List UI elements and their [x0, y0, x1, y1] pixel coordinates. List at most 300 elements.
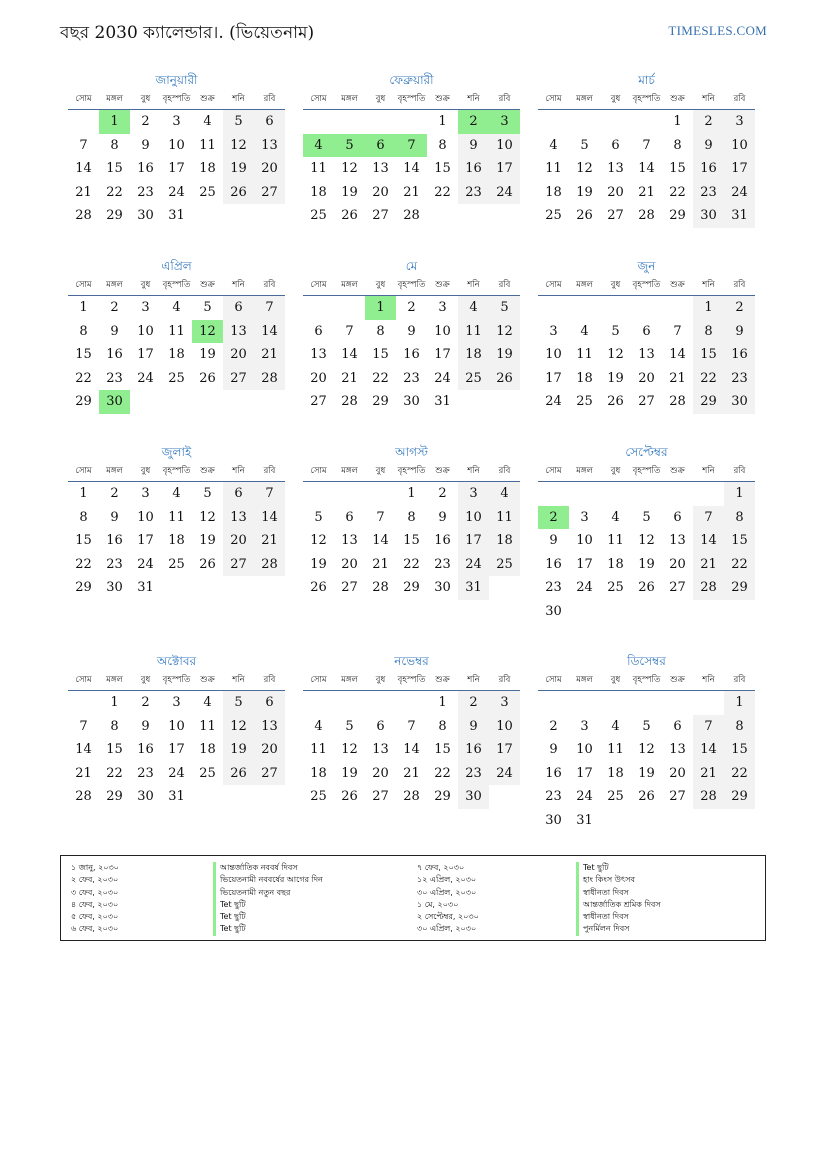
day-grid [68, 691, 285, 809]
empty-cell [334, 110, 365, 134]
day-cell: 3 [172, 695, 181, 710]
day-cell: 7 [642, 137, 651, 153]
weekday-label: বুধ [610, 675, 621, 685]
empty-cell [662, 296, 693, 320]
weekday-label: বুধ [375, 466, 386, 476]
day-cell: 30 [106, 580, 123, 595]
holiday-date: ১২ এপ্রিল, ২০৩০ [417, 875, 477, 885]
day-cell: 9 [549, 533, 558, 548]
empty-cell [303, 296, 334, 320]
month-calendar [68, 256, 285, 414]
day-cell: 23 [724, 367, 755, 391]
day-cell: 18 [168, 347, 185, 362]
day-cell: 10 [434, 323, 451, 339]
day-cell: 17 [489, 157, 520, 181]
day-cell: 21 [254, 343, 285, 367]
empty-cell [569, 296, 600, 320]
day-cell: 15 [106, 742, 123, 757]
day-cell: 15 [693, 343, 724, 367]
month-calendar [68, 442, 285, 600]
weekday-label: সোম [75, 675, 92, 685]
day-cell: 19 [638, 556, 655, 572]
day-cell: 19 [489, 343, 520, 367]
day-cell: 16 [137, 742, 154, 757]
day-cell: 1 [693, 296, 724, 320]
weekday-label: শুক্র [435, 94, 450, 104]
day-cell: 26 [223, 181, 254, 205]
day-cell: 23 [403, 370, 420, 386]
empty-cell [396, 691, 427, 715]
empty-cell [538, 482, 569, 506]
day-cell: 26 [638, 580, 655, 595]
empty-cell [662, 482, 693, 506]
day-cell: 6 [254, 691, 285, 715]
empty-cell [631, 296, 662, 320]
day-cell: 29 [106, 208, 123, 223]
month-name: জানুয়ারী [155, 73, 198, 87]
day-cell: 5 [314, 509, 323, 525]
day-cell: 8 [407, 509, 416, 525]
day-cell: 8 [673, 137, 682, 153]
day-cell: 24 [576, 580, 593, 595]
day-cell: 27 [669, 789, 686, 804]
day-cell: 5 [611, 323, 620, 339]
day-cell: 30 [545, 812, 562, 828]
day-cell: 4 [458, 296, 489, 320]
day-cell: 15 [75, 347, 92, 362]
weekday-label: বৃহস্পতি [162, 466, 191, 476]
day-cell: 29 [434, 789, 451, 804]
weekday-label: শনি [232, 675, 245, 685]
day-cell: 8 [438, 718, 447, 734]
day-grid [68, 296, 285, 414]
day-cell: 7 [79, 718, 88, 734]
day-cell: 20 [310, 370, 327, 386]
day-cell: 26 [607, 394, 624, 409]
month-calendar [538, 256, 755, 414]
weekday-label: সোম [545, 466, 562, 476]
day-cell: 3 [141, 486, 150, 501]
day-cell: 8 [376, 323, 385, 339]
day-cell: 14 [254, 506, 285, 530]
day-cell: 8 [693, 320, 724, 344]
day-cell: 27 [254, 181, 285, 205]
day-cell: 9 [407, 323, 416, 339]
day-cell: 31 [137, 580, 154, 595]
empty-cell [396, 110, 427, 134]
day-cell: 10 [724, 134, 755, 158]
weekday-label: শনি [702, 675, 715, 685]
weekday-label: মঙ্গল [106, 94, 123, 104]
weekday-label: মঙ্গল [576, 466, 593, 476]
holiday-date: ১ জানু, ২০৩০ [71, 863, 119, 872]
day-cell: 13 [607, 161, 624, 176]
empty-cell [68, 110, 99, 134]
weekday-label: সোম [75, 280, 92, 290]
weekday-label: সোম [75, 466, 92, 476]
day-cell: 20 [223, 343, 254, 367]
day-cell: 5 [223, 110, 254, 134]
day-cell: 4 [172, 486, 181, 501]
day-cell: 24 [489, 762, 520, 786]
holiday-name: ভিয়েতনামী নববর্ষের আগের দিন [213, 874, 323, 886]
weekday-label: শুক্র [670, 280, 685, 290]
empty-cell [538, 691, 569, 715]
weekday-label: মঙ্গল [576, 675, 593, 685]
day-cell: 21 [638, 184, 655, 200]
day-cell: 8 [438, 137, 447, 153]
day-cell: 11 [576, 347, 593, 362]
day-cell: 3 [724, 110, 755, 134]
day-cell: 5 [203, 300, 212, 315]
weekday-header [68, 276, 285, 296]
weekday-header [538, 462, 755, 482]
day-cell: 7 [254, 482, 285, 506]
day-cell: 19 [199, 347, 216, 362]
day-cell: 9 [458, 134, 489, 158]
day-cell: 27 [607, 208, 624, 223]
month-name: আগস্ট [395, 445, 428, 459]
day-cell: 28 [372, 580, 389, 595]
site-brand-link[interactable]: TIMESLES.COM [668, 23, 767, 38]
day-cell: 11 [199, 137, 216, 153]
day-cell: 31 [168, 208, 185, 223]
weekday-label: শনি [702, 94, 715, 104]
day-cell: 18 [310, 765, 327, 781]
empty-cell [303, 691, 334, 715]
holiday-day-cell: 1 [365, 296, 396, 320]
day-cell: 15 [669, 161, 686, 176]
month-calendar [303, 256, 520, 414]
day-cell: 12 [199, 509, 216, 525]
day-cell: 2 [110, 300, 119, 315]
day-cell: 8 [724, 506, 755, 530]
day-cell: 28 [75, 208, 92, 223]
day-cell: 1 [673, 114, 682, 129]
day-cell: 19 [199, 533, 216, 548]
day-cell: 26 [576, 208, 593, 223]
day-cell: 11 [168, 509, 185, 525]
weekday-label: শুক্র [435, 280, 450, 290]
day-cell: 20 [638, 370, 655, 386]
weekday-label: বৃহস্পতি [632, 466, 661, 476]
day-cell: 12 [310, 533, 327, 548]
day-cell: 22 [75, 370, 92, 386]
weekday-header [303, 276, 520, 296]
weekday-label: মঙ্গল [106, 280, 123, 290]
weekday-label: রবি [263, 466, 276, 476]
weekday-header [538, 90, 755, 110]
day-cell: 9 [549, 742, 558, 757]
day-cell: 6 [345, 509, 354, 525]
weekday-label: বৃহস্পতি [397, 675, 426, 685]
day-cell: 2 [693, 110, 724, 134]
day-cell: 8 [79, 323, 88, 339]
holiday-dates-col-1 [71, 862, 119, 936]
month-calendar [538, 70, 755, 228]
weekday-label: বৃহস্পতি [632, 280, 661, 290]
day-cell: 19 [607, 370, 624, 386]
day-cell: 6 [376, 718, 385, 734]
weekday-label: সোম [310, 280, 327, 290]
weekday-label: রবি [498, 466, 511, 476]
weekday-header [538, 276, 755, 296]
holiday-date: ৩ ফেব, ২০৩০ [71, 887, 119, 897]
day-cell: 13 [372, 161, 389, 176]
day-cell: 19 [341, 765, 358, 781]
day-cell: 7 [693, 715, 724, 739]
day-cell: 12 [223, 715, 254, 739]
day-cell: 25 [607, 789, 624, 804]
holiday-date: ৫ ফেব, ২০৩০ [71, 912, 119, 922]
day-cell: 9 [724, 320, 755, 344]
holiday-names-col-2 [576, 862, 661, 936]
month-name: মার্চ [638, 73, 655, 87]
day-cell: 24 [137, 556, 154, 572]
day-cell: 14 [403, 742, 420, 757]
month-name: ফেব্রুয়ারী [389, 73, 434, 87]
weekday-header [538, 671, 755, 691]
day-cell: 16 [403, 347, 420, 362]
empty-cell [365, 691, 396, 715]
day-cell: 1 [407, 486, 416, 501]
day-grid [538, 110, 755, 228]
holiday-name: Tet ছুটি [213, 899, 323, 911]
holiday-date: ৭ ফেব, ২০৩০ [417, 863, 465, 872]
day-cell: 16 [724, 343, 755, 367]
day-cell: 9 [110, 323, 119, 339]
day-cell: 11 [458, 320, 489, 344]
day-cell: 11 [310, 161, 327, 176]
day-grid [538, 482, 755, 623]
weekday-label: মঙ্গল [341, 466, 358, 476]
month-calendar [538, 651, 755, 832]
weekday-label: শনি [702, 280, 715, 290]
day-cell: 26 [310, 580, 327, 595]
day-cell: 1 [438, 695, 447, 710]
day-cell: 14 [372, 533, 389, 548]
day-cell: 24 [168, 184, 185, 200]
day-cell: 27 [669, 580, 686, 595]
weekday-label: বৃহস্পতি [162, 675, 191, 685]
day-cell: 23 [545, 580, 562, 595]
weekday-label: শুক্র [435, 466, 450, 476]
day-cell: 18 [199, 161, 216, 176]
month-calendar [303, 442, 520, 600]
day-cell: 11 [489, 506, 520, 530]
day-cell: 6 [642, 323, 651, 339]
weekday-label: শুক্র [200, 466, 215, 476]
weekday-label: মঙ্গল [576, 94, 593, 104]
day-cell: 5 [345, 718, 354, 734]
day-cell: 20 [669, 556, 686, 572]
weekday-label: শুক্র [670, 94, 685, 104]
weekday-label: শনি [232, 466, 245, 476]
day-cell: 18 [458, 343, 489, 367]
day-cell: 3 [141, 300, 150, 315]
weekday-label: সোম [310, 94, 327, 104]
day-cell: 13 [223, 320, 254, 344]
day-cell: 10 [545, 347, 562, 362]
day-cell: 17 [168, 742, 185, 757]
holiday-day-cell: 4 [303, 134, 334, 158]
weekday-label: সোম [545, 280, 562, 290]
holiday-day-cell: 2 [458, 110, 489, 134]
month-name: ডিসেম্বর [627, 654, 666, 668]
day-cell: 4 [172, 300, 181, 315]
day-cell: 19 [310, 556, 327, 572]
holiday-date: ২ ফেব, ২০৩০ [71, 875, 119, 885]
month-name: অক্টোবর [156, 654, 197, 668]
day-cell: 29 [372, 394, 389, 409]
day-cell: 22 [403, 556, 420, 572]
day-cell: 14 [75, 161, 92, 176]
day-cell: 3 [489, 691, 520, 715]
day-cell: 3 [438, 300, 447, 315]
day-cell: 15 [724, 738, 755, 762]
weekday-label: মঙ্গল [576, 280, 593, 290]
day-cell: 16 [545, 765, 562, 781]
day-cell: 20 [223, 529, 254, 553]
day-cell: 21 [403, 765, 420, 781]
day-cell: 29 [75, 580, 92, 595]
weekday-label: রবি [263, 94, 276, 104]
day-cell: 29 [403, 580, 420, 595]
weekday-label: রবি [498, 94, 511, 104]
day-cell: 18 [607, 765, 624, 781]
weekday-label: বুধ [610, 466, 621, 476]
day-cell: 31 [168, 789, 185, 804]
day-cell: 30 [137, 208, 154, 223]
weekday-label: বুধ [375, 675, 386, 685]
holiday-day-cell: 12 [192, 320, 223, 344]
weekday-label: বৃহস্পতি [397, 94, 426, 104]
day-cell: 21 [75, 765, 92, 781]
weekday-label: রবি [498, 675, 511, 685]
day-cell: 22 [75, 556, 92, 572]
day-cell: 6 [254, 110, 285, 134]
empty-cell [334, 482, 365, 506]
day-cell: 9 [438, 509, 447, 525]
day-cell: 23 [137, 765, 154, 781]
day-cell: 22 [106, 184, 123, 200]
day-cell: 17 [545, 370, 562, 386]
day-cell: 7 [407, 718, 416, 734]
day-cell: 2 [141, 114, 150, 129]
weekday-label: রবি [733, 466, 746, 476]
day-cell: 21 [693, 762, 724, 786]
day-cell: 4 [580, 323, 589, 339]
day-cell: 15 [434, 742, 451, 757]
weekday-label: বৃহস্পতি [632, 675, 661, 685]
holiday-name: Tet ছুটি [576, 862, 661, 874]
day-cell: 22 [372, 370, 389, 386]
weekday-header [303, 90, 520, 110]
weekday-label: বুধ [375, 94, 386, 104]
day-cell: 23 [458, 181, 489, 205]
day-cell: 19 [638, 765, 655, 781]
empty-cell [662, 691, 693, 715]
day-cell: 7 [376, 509, 385, 525]
day-cell: 21 [669, 370, 686, 386]
day-cell: 20 [669, 765, 686, 781]
day-cell: 8 [110, 718, 119, 734]
day-cell: 25 [168, 556, 185, 572]
day-cell: 19 [223, 157, 254, 181]
day-cell: 5 [489, 296, 520, 320]
day-cell: 28 [341, 394, 358, 409]
day-cell: 19 [223, 738, 254, 762]
holiday-name: Tet ছুটি [213, 911, 323, 923]
empty-cell [538, 296, 569, 320]
day-cell: 11 [199, 718, 216, 734]
day-cell: 23 [106, 556, 123, 572]
day-cell: 13 [310, 347, 327, 362]
day-cell: 31 [576, 812, 593, 828]
weekday-label: শনি [467, 466, 480, 476]
empty-cell [303, 110, 334, 134]
day-cell: 11 [310, 742, 327, 757]
day-cell: 21 [693, 553, 724, 577]
day-cell: 20 [254, 157, 285, 181]
empty-cell [631, 482, 662, 506]
empty-cell [600, 110, 631, 134]
day-cell: 25 [199, 765, 216, 781]
weekday-header [303, 671, 520, 691]
day-cell: 17 [137, 533, 154, 548]
day-cell: 22 [693, 367, 724, 391]
day-cell: 12 [223, 134, 254, 158]
month-name: এপ্রিল [161, 259, 192, 273]
day-cell: 10 [576, 742, 593, 757]
holiday-date: ৩০ এপ্রিল, ২০৩০ [417, 924, 477, 934]
weekday-label: বুধ [610, 280, 621, 290]
day-cell: 16 [106, 347, 123, 362]
empty-cell [600, 691, 631, 715]
day-cell: 17 [137, 347, 154, 362]
day-cell: 23 [693, 181, 724, 205]
weekday-label: শুক্র [200, 675, 215, 685]
day-cell: 11 [545, 161, 562, 176]
weekday-label: সোম [310, 675, 327, 685]
day-cell: 24 [576, 789, 593, 804]
weekday-label: শনি [467, 675, 480, 685]
weekday-label: শনি [232, 280, 245, 290]
day-cell: 8 [110, 137, 119, 153]
day-cell: 22 [106, 765, 123, 781]
weekday-label: সোম [75, 94, 92, 104]
day-cell: 25 [458, 367, 489, 391]
day-cell: 13 [669, 742, 686, 757]
day-cell: 10 [168, 718, 185, 734]
holiday-name: ভিয়েতনামী নতুন বছর [213, 887, 323, 899]
day-cell: 25 [199, 184, 216, 200]
weekday-label: বৃহস্পতি [162, 280, 191, 290]
day-cell: 28 [693, 785, 724, 809]
day-cell: 28 [403, 208, 420, 223]
day-cell: 26 [199, 370, 216, 386]
weekday-label: সোম [310, 466, 327, 476]
day-cell: 12 [638, 742, 655, 757]
weekday-label: শনি [232, 94, 245, 104]
day-cell: 30 [403, 394, 420, 409]
day-cell: 5 [580, 137, 589, 153]
holiday-day-cell: 1 [99, 110, 130, 134]
empty-cell [68, 691, 99, 715]
holiday-date: ৩০ এপ্রিল, ২০৩০ [417, 887, 477, 897]
day-cell: 12 [638, 533, 655, 548]
day-cell: 29 [106, 789, 123, 804]
